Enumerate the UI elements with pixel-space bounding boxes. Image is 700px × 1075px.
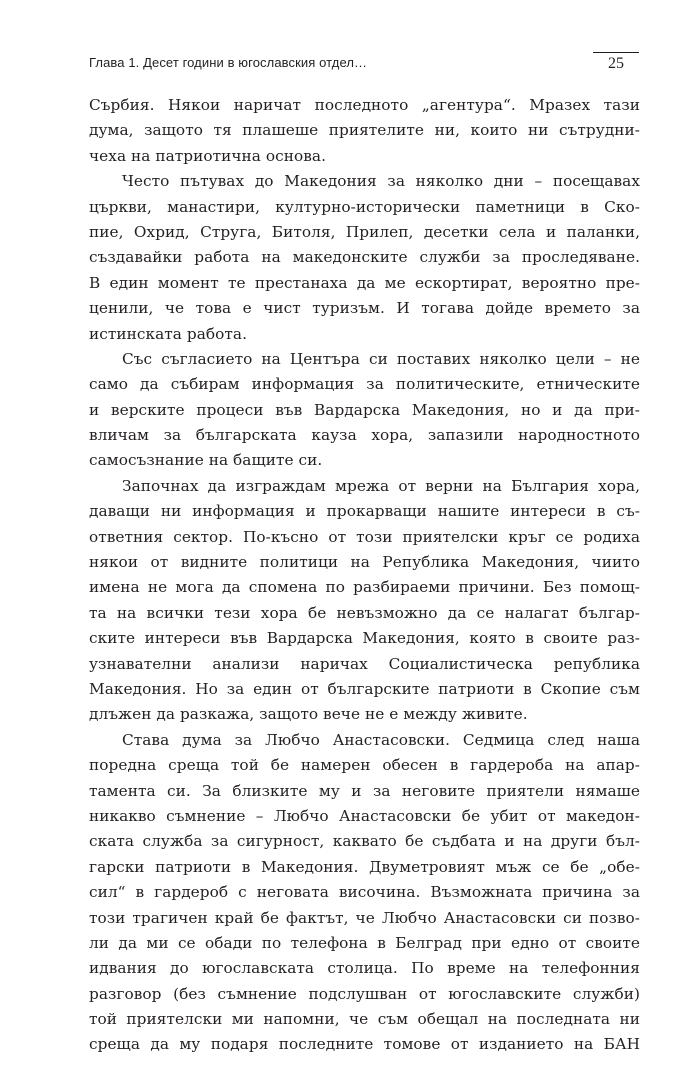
body-text (89, 93, 640, 1058)
text-line: ценили, че това е чист туризъм. И тогава дойде времето за (89, 299, 640, 318)
text-line: църкви, манастири, културно-исторически паметници в Ско- (89, 197, 640, 216)
text-line: истинската работа. (89, 324, 247, 343)
text-line: чеха на патриотична основа. (89, 146, 327, 165)
text-line: длъжен да разкажа, защото вече не е между живите. (89, 705, 528, 724)
page-number: 25 (593, 52, 639, 73)
text-line: В един момент те престанаха да ме ескортират, вероятно пре- (89, 273, 640, 292)
text-line: този трагичен край бе фактът, че Любчо Анастасовски си позво- (89, 908, 640, 927)
text-line: Сърбия. Някои наричат последното „агентура“. Мразех тази (89, 96, 640, 114)
text-line: само да събирам информация за политическите, етническите (89, 375, 640, 394)
page-header (89, 52, 639, 76)
text-line: среща да му подаря последните томове от изданието на БАН (89, 1035, 640, 1054)
running-title: Глава 1. Десет години в югославския отдел… (89, 55, 368, 70)
text-line: създавайки работа на македонските служби за проследяване. (89, 248, 640, 267)
text-line: даващи ни информация и прокарващи нашите интереси в съ- (89, 502, 640, 521)
text-line: някои от видните политици на Република Македония, чиито (89, 553, 640, 572)
text-line: ли да ми се обади по телефона в Белград при едно от своите (89, 933, 640, 952)
text-line: имена не мога да спомена по разбираеми причини. Без помощ- (89, 578, 640, 597)
text-line: самосъзнание на бащите си. (89, 451, 323, 470)
text-line: сил“ в гардероб с неговата височина. Възможната причина за (89, 883, 640, 902)
text-line: Често пътувах до Македония за няколко дни – посещавах (122, 172, 640, 191)
text-line: разговор (без съмнение подслушван от югославските служби) (89, 984, 640, 1003)
text-line: Става дума за Любчо Анастасовски. Седмица след наша (122, 730, 640, 749)
text-line: ските интереси във Вардарска Македония, която в своите раз- (89, 629, 640, 648)
text-line: пие, Охрид, Струга, Битоля, Прилеп, десетки села и паланки, (89, 222, 640, 241)
text-line: идвания до югославската столица. По време на телефонния (89, 959, 640, 978)
text-line: тамента си. За близките му и за неговите приятели нямаше (89, 781, 640, 800)
text-line: ответния сектор. По-късно от този приятелски кръг се родиха (89, 527, 640, 546)
text-line: ската служба за сигурност, каквато бе съдбата и на други бъл- (89, 832, 640, 851)
text-line: гарски патриоти в Македония. Двуметровият мъж се бе „обе- (89, 857, 640, 876)
text-line: Македония. Но за един от българските патриоти в Скопие съм (89, 679, 640, 698)
text-line: Със съгласието на Центъра си поставих няколко цели – не (122, 349, 640, 368)
text-line: никакво съмнение – Любчо Анастасовски бе убит от македон- (89, 806, 640, 825)
text-line: Започнах да изграждам мрежа от верни на България хора, (122, 476, 640, 495)
text-line: той приятелски ми напомни, че съм обещал на последната ни (89, 1010, 640, 1029)
text-line: поредна среща той бе намерен обесен в гардероба на апар- (89, 756, 640, 775)
text-line: вличам за българската кауза хора, запазили народностното (89, 426, 640, 445)
text-line: узнавателни анализи наричах Социалистическа република (89, 654, 640, 673)
text-line: дума, защото тя плашеше приятелите ни, които ни сътрудни- (89, 121, 640, 140)
text-line: и верските процеси във Вардарска Македония, но и да при- (89, 400, 640, 419)
text-line: та на всички тези хора бе невъзможно да се налагат българ- (89, 603, 640, 622)
